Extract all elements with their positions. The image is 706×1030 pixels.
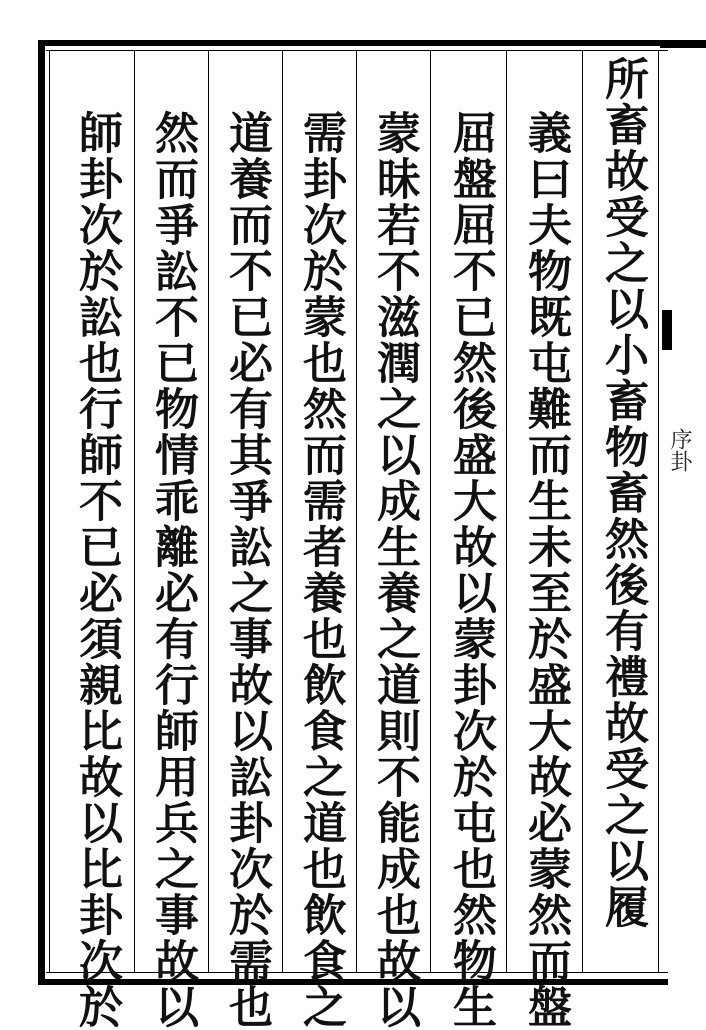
- column-rule: [658, 50, 659, 972]
- edge-ink-mark: [662, 310, 672, 350]
- column-rule: [430, 50, 431, 972]
- text-column-1: [588, 56, 656, 968]
- inner-border-left: [49, 50, 50, 972]
- column-text: 屈盤屈不已然後盛大故以蒙卦次於屯也然物生: [445, 110, 496, 1030]
- column-text: 義曰夫物既屯難而生未至於盛大故必蒙然而盤: [520, 110, 571, 1030]
- text-column-6: [212, 110, 280, 1030]
- text-column-5: [286, 110, 354, 1030]
- inner-border-top: [46, 50, 668, 51]
- column-text: 蒙昧若不滋潤之以成生養之道則不能成也故以: [369, 110, 420, 1030]
- text-column-7: [138, 110, 206, 1030]
- column-text: 所畜故受之以小畜物畜然後有禮故受之以履: [597, 56, 648, 930]
- column-rule: [506, 50, 507, 972]
- page-edge: [660, 40, 706, 990]
- column-rule: [356, 50, 357, 972]
- column-rule: [582, 50, 583, 972]
- margin-label: 序卦: [667, 428, 692, 472]
- column-rule: [282, 50, 283, 972]
- column-rule: [134, 50, 135, 972]
- edge-ink-mark: [660, 40, 706, 48]
- text-column-3: [436, 110, 504, 1030]
- text-column-8: [62, 110, 130, 1030]
- column-text: 師卦次於訟也行師不已必須親比故以比卦次於: [71, 110, 122, 1030]
- column-rule: [208, 50, 209, 972]
- column-text: 需卦次於蒙也然而需者養也飲食之道也飲食之: [295, 110, 346, 1030]
- text-column-2: [511, 110, 579, 1030]
- text-column-4: [360, 110, 428, 1030]
- column-text: 道養而不已必有其爭訟之事故以訟卦次於需也: [221, 110, 272, 1030]
- column-text: 然而爭訟不已物情乖離必有行師用兵之事故以: [147, 110, 198, 1030]
